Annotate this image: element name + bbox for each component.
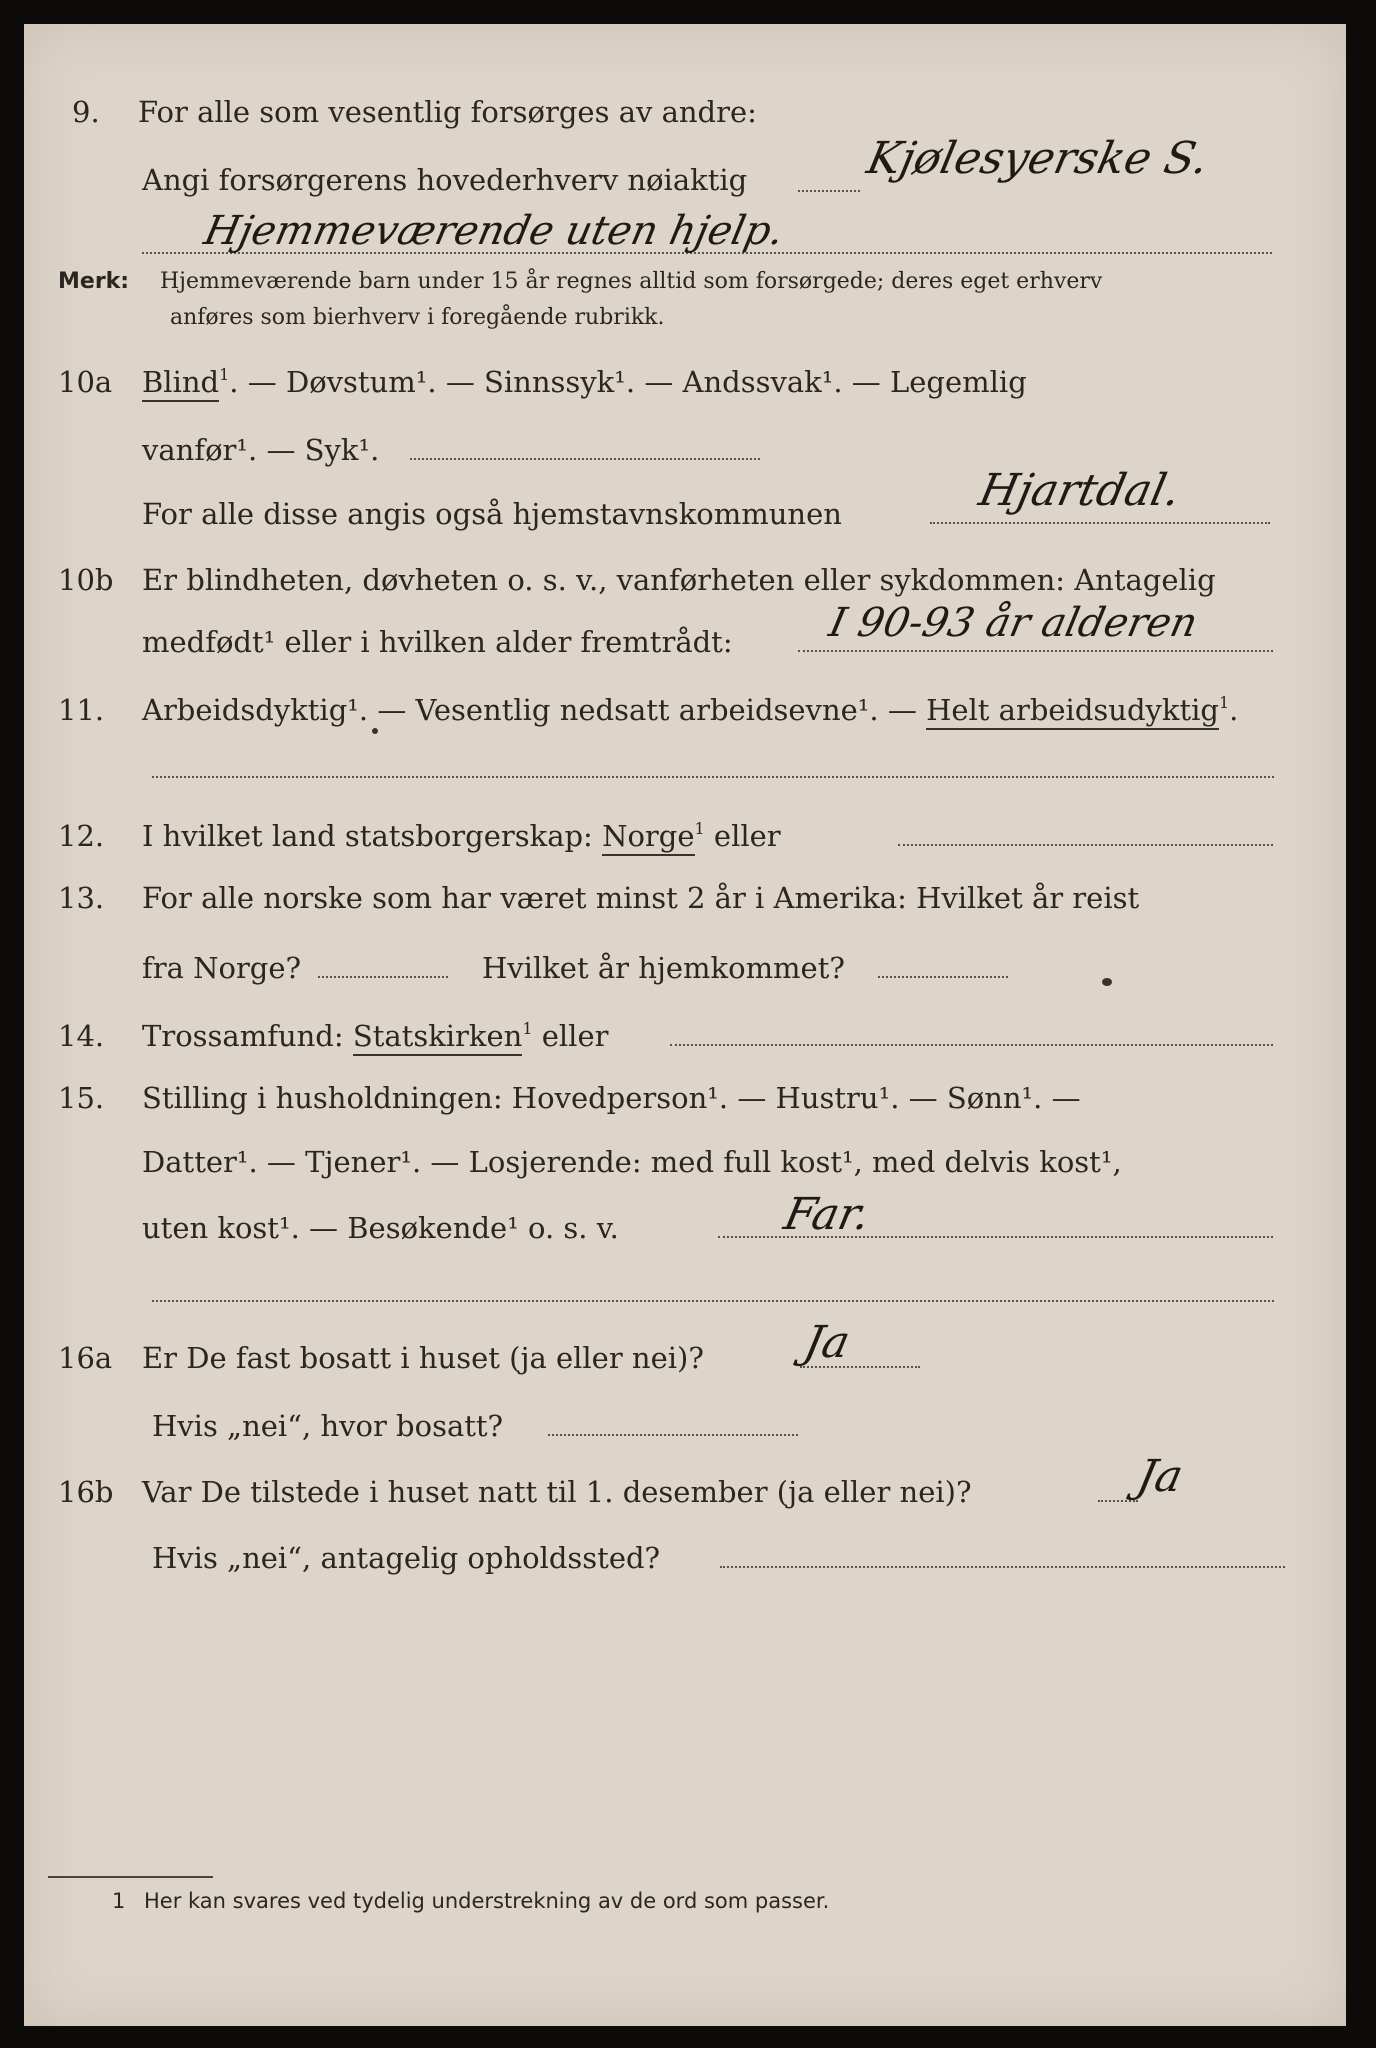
q16a-line1: Er De fast bosatt i huset (ja eller nei)? (142, 1341, 704, 1375)
q12-fill-line (898, 844, 1273, 846)
q10a-line1-rest: . — Døvstum¹. — Sinnssyk¹. — Andssvak¹. — Legemlig (229, 365, 1027, 399)
merk-line1: Hjemmeværende barn under 15 år regnes alltid som forsørgede; deres eget erhverv (160, 269, 1103, 294)
footnote-rule (48, 1876, 213, 1878)
q16a-line2: Hvis „nei“, hvor bosatt? (152, 1409, 504, 1443)
q10a-handwritten-answer: Hjartdal. (974, 465, 1185, 516)
q12-number: 12. (58, 819, 105, 853)
q16b-fill-line-2 (720, 1566, 1285, 1568)
footnote-marker: 1 (112, 1889, 126, 1913)
q13-fill-line-2 (878, 976, 1008, 978)
q11-line1 (142, 690, 1238, 730)
q15-handwritten-answer: Far. (779, 1189, 875, 1240)
q9-line1: For alle som vesentlig forsørges av andre: (138, 95, 757, 129)
q14-fill-line (670, 1044, 1273, 1046)
q12-tail: eller (713, 819, 781, 853)
q9-handwritten-answer-2: Hjemmeværende uten hjelp. (200, 208, 789, 254)
q11-text: Arbeidsdyktig¹. — Vesentlig nedsatt arbeidsevne¹. — (142, 693, 917, 727)
merk-line2: anføres som bierhverv i foregående rubrikk. (170, 305, 665, 330)
q13-number: 13. (58, 881, 105, 915)
q10a-line2: vanfør¹. — Syk¹. (142, 433, 380, 467)
q9-handwritten-answer-1: Kjølesyerske S. (862, 133, 1213, 184)
q12-underlined-answer: Norge (602, 819, 694, 856)
ink-blot (1102, 978, 1112, 986)
q16b-number: 16b (58, 1475, 114, 1509)
q16a-number: 16a (58, 1341, 113, 1375)
q14-label: Trossamfund: (142, 1019, 344, 1053)
ink-dot (372, 728, 378, 734)
q10b-line2: medfødt¹ eller i hvilken alder fremtrådt: (142, 625, 733, 659)
q10a-number: 10a (58, 365, 113, 399)
q10a-line3: For alle disse angis også hjemstavnskommunen (142, 497, 842, 531)
q15-line2: Datter¹. — Tjener¹. — Losjerende: med full kost¹, med delvis kost¹, (142, 1145, 1122, 1179)
q13-fill-line-1 (318, 976, 448, 978)
q11-tail: . (1229, 693, 1239, 727)
q11-number: 11. (58, 693, 105, 727)
q16b-handwritten-answer: Ja (1132, 1451, 1188, 1502)
q13-line2a: fra Norge? (142, 951, 302, 985)
q16b-line2: Hvis „nei“, antagelig opholdssted? (152, 1541, 661, 1575)
footnote-text: Her kan svares ved tydelig understrekning av de ord som passer. (144, 1889, 830, 1913)
q14-sup: 1 (522, 1019, 533, 1038)
q10b-fill-line (798, 650, 1273, 652)
q10a-blind-underlined: Blind (142, 365, 219, 402)
q14-underlined-answer: Statskirken (353, 1019, 522, 1056)
q16a-fill-line-2 (548, 1434, 798, 1436)
q14-number: 14. (58, 1019, 105, 1053)
q14-line1 (142, 1016, 608, 1056)
q15-line1: Stilling i husholdningen: Hovedperson¹. — Hustru¹. — Sønn¹. — (142, 1081, 1081, 1115)
q16a-handwritten-answer: Ja (799, 1317, 855, 1368)
q15-line3: uten kost¹. — Besøkende¹ o. s. v. (142, 1211, 619, 1245)
q13-line2b: Hvilket år hjemkommet? (482, 951, 845, 985)
q16b-line1: Var De tilstede i huset natt til 1. desember (ja eller nei)? (142, 1475, 972, 1509)
q10a-line1: Blind$^1$. — Døvstum¹. — Sinnssyk¹. — Andssvak¹. — Legemlig (142, 362, 1027, 402)
q10a-fill-line-2 (930, 522, 1270, 524)
q12-line1 (142, 816, 781, 856)
q11-sup: 1 (1218, 693, 1230, 712)
q10b-handwritten-answer: I 90-93 år alderen (825, 600, 1202, 646)
q13-line1: For alle norske som har været minst 2 år i Amerika: Hvilket år reist (142, 881, 1140, 915)
q9-line2: Angi forsørgerens hovederhverv nøiaktig (142, 163, 748, 197)
q12-text: I hvilket land statsborgerskap: (142, 819, 593, 853)
q12-sup: 1 (694, 819, 705, 838)
q15-number: 15. (58, 1081, 105, 1115)
q11-underlined-answer: Helt arbeidsudyktig (926, 693, 1219, 730)
merk-label: Merk: (58, 269, 130, 294)
q10b-number: 10b (58, 563, 114, 597)
q14-tail: eller (541, 1019, 609, 1053)
q9-number: 9. (72, 95, 100, 129)
q9-fill-line-1 (798, 190, 860, 192)
q15-fill-line-2 (152, 1300, 1274, 1302)
q11-fill-line (152, 776, 1274, 778)
q10b-line1: Er blindheten, døvheten o. s. v., vanførheten eller sykdommen: Antagelig (142, 563, 1216, 597)
q10a-fill-line-1 (410, 458, 760, 460)
